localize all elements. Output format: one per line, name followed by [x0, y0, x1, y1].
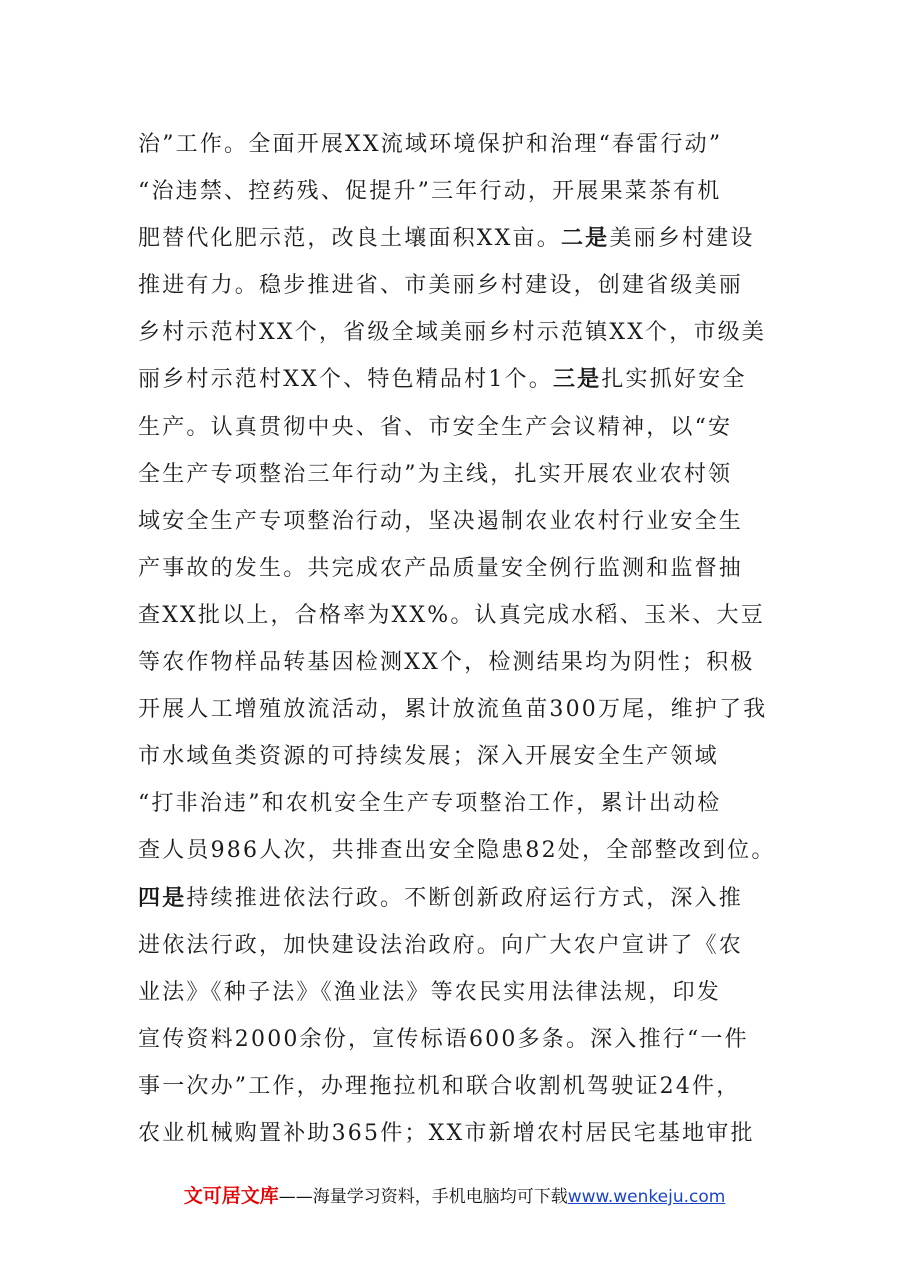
footer-link[interactable]: www.wenkeju.com	[567, 1187, 726, 1207]
bold-heading-marker: 三是	[552, 366, 602, 393]
text-line	[138, 1016, 772, 1063]
text-line	[138, 969, 772, 1016]
text-segment: 进依法行政，加快建设法治政府。向广大农户宣讲了《农	[138, 932, 744, 958]
text-line	[138, 498, 772, 545]
footer-brand: 文可居文库	[183, 1185, 279, 1207]
text-segment: 事一次办”工作，办理拖拉机和联合收割机驾驶证24件，	[138, 1073, 741, 1099]
text-segment: 域安全生产专项整治行动，坚决遏制农业农村行业安全生	[138, 508, 744, 534]
text-segment: 扎实抓好安全	[601, 367, 747, 393]
text-line	[138, 404, 772, 451]
text-line	[138, 545, 772, 592]
text-line	[138, 639, 772, 686]
text-line	[138, 215, 772, 262]
text-segment: 美丽乡村建设	[609, 226, 755, 252]
text-line	[138, 121, 772, 168]
bold-heading-marker: 四是	[138, 884, 187, 911]
text-segment: 业法》《种子法》《渔业法》等农民实用法律法规，印发	[138, 979, 722, 1005]
text-segment: 等农作物样品转基因检测XX个，检测结果均为阴性；积极	[138, 650, 755, 676]
text-line	[138, 827, 776, 874]
text-line	[138, 1110, 772, 1157]
text-segment: 产事故的发生。共完成农产品质量安全例行监测和监督抽	[138, 555, 744, 581]
text-line	[138, 168, 772, 215]
text-segment: 生产。认真贯彻中央、省、市安全生产会议精神，以“安	[138, 414, 733, 440]
text-line	[138, 1063, 772, 1110]
text-segment: “打非治违”和农机安全生产专项整治工作，累计出动检	[138, 791, 722, 817]
text-segment: “治违禁、控药残、促提升”三年行动，开展果菜茶有机	[138, 179, 722, 205]
text-segment: 农业机械购置补助365件；XX市新增农村居民宅基地审批	[138, 1120, 755, 1146]
text-segment: 推进有力。稳步推进省、市美丽乡村建设，创建省级美丽	[138, 273, 744, 299]
text-line	[138, 262, 772, 309]
watermark-footer	[0, 1182, 909, 1211]
text-line	[138, 686, 772, 733]
text-segment: 宣传资料2000余份，宣传标语600多条。深入推行“一件	[138, 1026, 749, 1052]
text-segment: 肥替代化肥示范，改良土壤面积XX亩。	[138, 226, 561, 252]
text-segment: 查XX批以上，合格率为XX%。认真完成水稻、玉米、大豆	[138, 602, 765, 628]
text-line	[138, 592, 772, 639]
text-segment: 开展人工增殖放流活动，累计放流鱼苗300万尾，维护了我	[138, 697, 768, 723]
text-segment: 市水域鱼类资源的可持续发展；深入开展安全生产领域	[138, 744, 719, 770]
document-body	[138, 121, 776, 1157]
text-segment: 查人员986人次，共排查出安全隐患82处，全部整改到位。	[138, 838, 776, 864]
text-line	[138, 356, 772, 403]
text-line	[138, 309, 772, 356]
text-line	[138, 780, 772, 827]
text-line	[138, 451, 772, 498]
text-segment: 丽乡村示范村XX个、特色精品村1个。	[138, 367, 553, 393]
text-line	[138, 922, 772, 969]
text-segment: 全生产专项整治三年行动”为主线，扎实开展农业农村领	[138, 461, 733, 487]
text-line	[138, 875, 772, 922]
footer-slogan: ——海量学习资料，手机电脑均可下载	[278, 1187, 568, 1207]
text-segment: 持续推进依法行政。不断创新政府运行方式，深入推	[186, 885, 744, 911]
text-line	[138, 733, 772, 780]
bold-heading-marker: 二是	[560, 225, 610, 252]
text-segment: 乡村示范村XX个，省级全域美丽乡村示范镇XX个，市级美	[138, 320, 767, 346]
text-segment: 治”工作。全面开展XX流域环境保护和治理“春雷行动”	[138, 132, 723, 157]
